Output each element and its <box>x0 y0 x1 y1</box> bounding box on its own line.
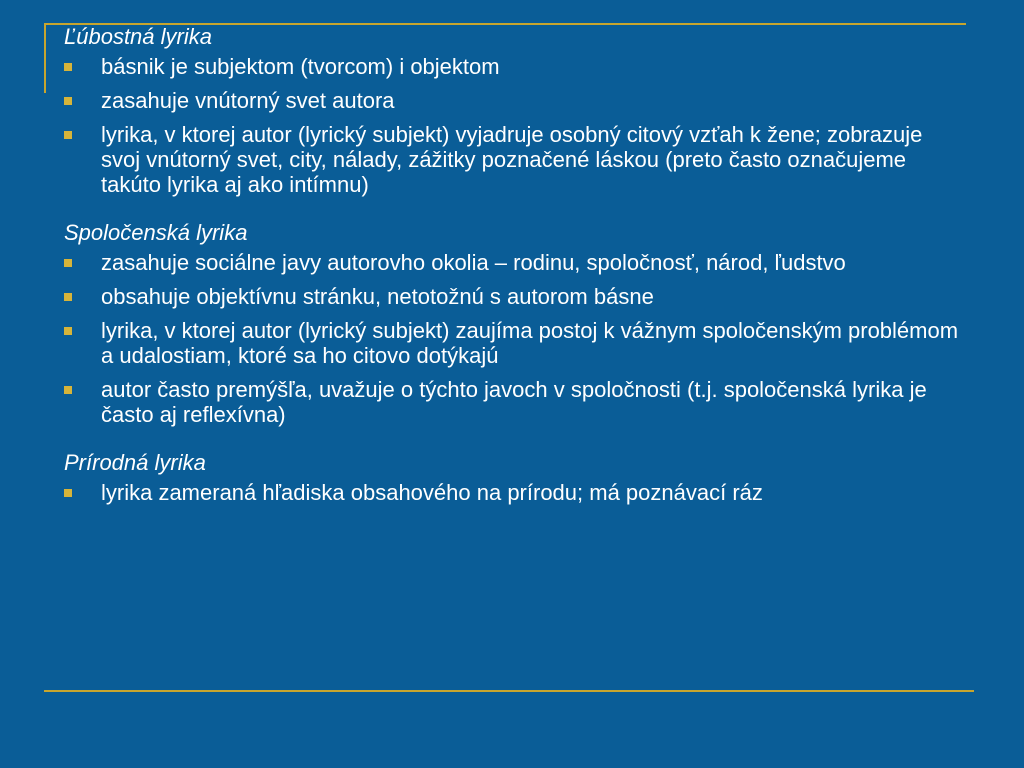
square-bullet-icon <box>64 131 72 139</box>
list-item <box>64 250 964 275</box>
list-item-text: zasahuje sociálne javy autorovho okolia – rodinu, spoločnosť, národ, ľudstvo <box>101 250 846 275</box>
list-item <box>64 377 964 427</box>
square-bullet-icon <box>64 386 72 394</box>
bullet-list <box>64 54 964 197</box>
square-bullet-icon <box>64 293 72 301</box>
square-bullet-icon <box>64 327 72 335</box>
list-item-text: obsahuje objektívnu stránku, netotožnú s autorom básne <box>101 284 654 309</box>
list-item-text: básnik je subjektom (tvorcom) i objektom <box>101 54 500 79</box>
bottom-rule <box>44 690 974 692</box>
list-item-text: zasahuje vnútorný svet autora <box>101 88 395 113</box>
list-item <box>64 284 964 309</box>
section-heading: Prírodná lyrika <box>64 450 206 475</box>
square-bullet-icon <box>64 489 72 497</box>
list-item <box>64 54 964 79</box>
list-item <box>64 122 964 197</box>
list-item-text: autor často premýšľa, uvažuje o týchto javoch v spoločnosti (t.j. spoločenská lyrika je často aj reflexívna) <box>101 377 927 427</box>
bullet-list <box>64 250 964 427</box>
section-lubostna-lyrika <box>64 24 964 197</box>
list-item-text: lyrika, v ktorej autor (lyrický subjekt) zaujíma postoj k vážnym spoločenským problémom a udalostiam, ktoré sa ho citovo dotýkajú <box>101 318 959 368</box>
square-bullet-icon <box>64 97 72 105</box>
section-heading: Ľúbostná lyrika <box>64 24 212 49</box>
left-rule <box>44 23 46 93</box>
section-spolocenska-lyrika <box>64 220 964 427</box>
slide-content <box>64 24 964 505</box>
list-item <box>64 318 964 368</box>
list-item <box>64 480 964 505</box>
list-item <box>64 88 964 113</box>
list-item-text: lyrika zameraná hľadiska obsahového na prírodu; má poznávací ráz <box>101 480 763 505</box>
square-bullet-icon <box>64 63 72 71</box>
section-prirodna-lyrika <box>64 450 964 505</box>
square-bullet-icon <box>64 259 72 267</box>
bullet-list <box>64 480 964 505</box>
list-item-text: lyrika, v ktorej autor (lyrický subjekt) vyjadruje osobný citový vzťah k žene; zobrazuje svoj vnútorný svet, city, nálady, zážitky poznačené láskou (preto často označujeme takúto lyrika aj ako intímnu) <box>101 122 923 197</box>
section-heading: Spoločenská lyrika <box>64 220 248 245</box>
